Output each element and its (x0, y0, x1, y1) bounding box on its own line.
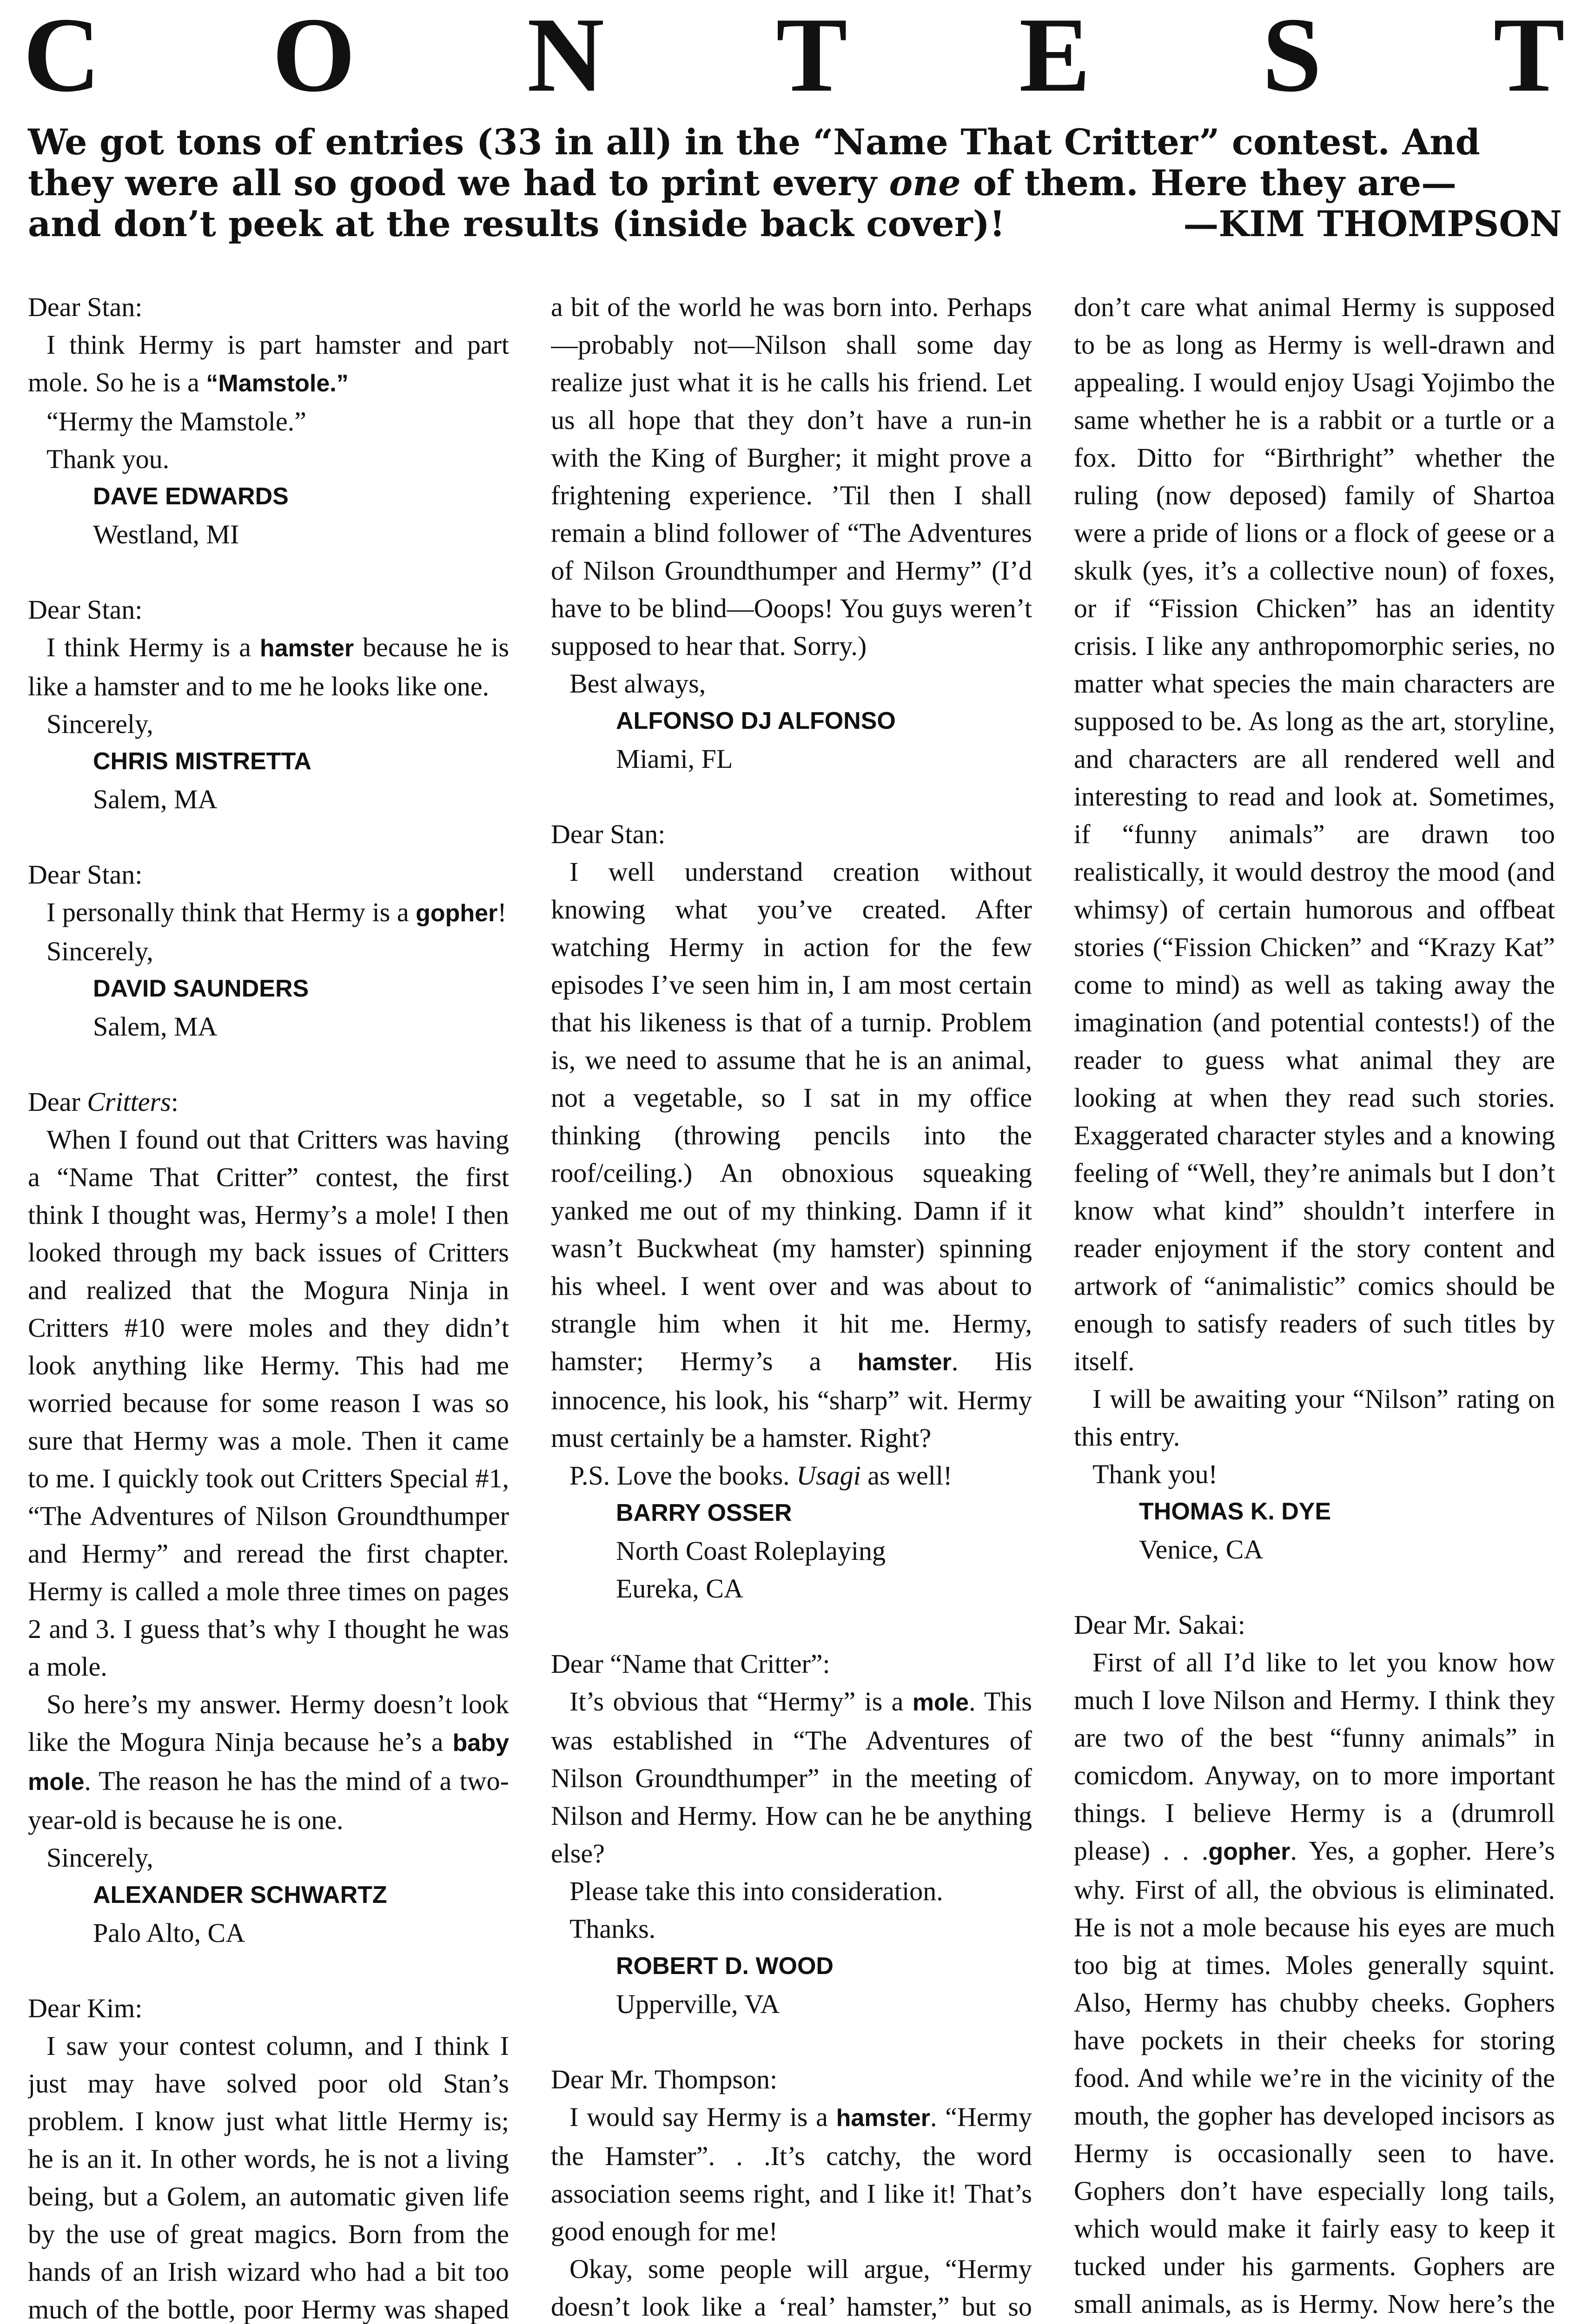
intro-line: they were all so good we had to print every one of them. Here they are— (28, 162, 1457, 204)
title-letter: N (527, 0, 604, 114)
byline: —KIM THOMPSON (1183, 203, 1562, 244)
title-letter: S (1262, 0, 1322, 114)
signature: THOMAS K. DYE (1139, 1498, 1331, 1525)
title-letter: O (272, 0, 356, 114)
signature: DAVE EDWARDS (93, 483, 289, 510)
intro-paragraph (28, 122, 1562, 244)
letter: Dear Kim: I saw your contest column, and I think I just may have solved poor old Stan’s problem. I know just what little Hermy is; he is an it. In other words, he is not a living being, but a Golem, an automatic given life by the use of great magics. Born from the hands of an Irish wizard who had a bit too much of the bottle, poor Hermy was shaped (28, 1993, 509, 2324)
title-letter: C (23, 0, 101, 114)
title-letter: T (776, 0, 847, 114)
letter: Dear “Name that Critter”: It’s obvious that “Hermy” is a mole. This was established in “The Adventures of Nilson Groundthumper” in the meeting of Nilson and Hermy. How can he be anything else? Please take this into consideration. Thanks. ROBERT D. WOOD Upperville, VA (551, 1649, 1032, 2019)
column-1 (28, 288, 509, 2324)
letter: Dear Stan: I think Hermy is part hamster and part mole. So he is a “Mamstole.” “Hermy the Mamstole.” Thank you. DAVE EDWARDS Westland, MI (28, 292, 509, 549)
letter-continued: a bit of the world he was born into. Perhaps—probably not—Nilson shall some day realize just what it is he calls his friend. Let us all hope that they don’t have a run-in with the King of Burgher; it might prove a frightening experience. ’Til then I shall remain a blind follower of “The Adventures of Nilson Groundthumper and Hermy” (I’d have to be blind—Ooops! You guys weren’t supposed to hear that. Sorry.) Best always, ALFONSO DJ ALFONSO Miami, FL (551, 292, 1032, 774)
signature: CHRIS MISTRETTA (93, 748, 311, 775)
letter-continued: don’t care what animal Hermy is supposed to be as long as Hermy is well-drawn and appealing. I would enjoy Usagi Yojimbo the same whether he is a rabbit or a turtle or a fox. Ditto for “Birthright” whether the ruling (now deposed) family of Shartoa were a pride of lions or a flock of geese or a skulk (yes, it’s a collective noun) of foxes, or if “Fission Chicken” has an identity crisis. I like any anthropomorphic series, no matter what species the main characters are supposed to be. As long as the art, storyline, and characters are all rendered well and interesting to read and look at. Sometimes, if “funny animals” are drawn too realistically, it would destroy the mood (and whimsy) of certain humorous and offbeat stories (“Fission Chicken” and “Krazy Kat” come to mind) as well as taking away the imagination (and potential contests!) of the reader to guess what animal they are looking at when they read such stories. Exaggerated character styles and a knowing feeling of “Well, they’re animals but I don’t know what kind” shouldn’t interfere in reader enjoyment if the story content and artwork of “animalistic” comics should be enough to satisfy readers of such titles by itself. I will be awaiting your “Nilson” rating on this entry. Thank you! THOMAS K. DYE Venice, CA (1074, 292, 1555, 1565)
signature: ALFONSO DJ ALFONSO (616, 707, 896, 734)
title-letter: E (1019, 0, 1091, 114)
letter: Dear Critters: When I found out that Critters was having a “Name That Critter” contest, the first think I thought was, Hermy’s a mole! I then looked through my back issues of Critters and realized that the Mogura Ninja in Critters #10 were moles and they didn’t look anything like Hermy. This had me worried because for some reason I was so sure that Hermy was a mole. Then it came to me. I quickly took out Critters Special #1, “The Adventures of Nilson Groundthumper and Hermy” and reread the first chapter. Hermy is called a mole three times on pages 2 and 3. I guess that’s why I thought he was a mole. So here’s my answer. Hermy doesn’t look like the Mogura Ninja because he’s a baby mole. The reason he has the mind of a two-year-old is because he is one. Sincerely, ALEXANDER SCHWARTZ Palo Alto, CA (28, 1087, 509, 1948)
signature: ROBERT D. WOOD (616, 1953, 834, 1980)
letter: Dear Stan: I think Hermy is a hamster because he is like a hamster and to me he looks like one. Sincerely, CHRIS MISTRETTA Salem, MA (28, 594, 509, 814)
letter: Dear Stan: I well understand creation without knowing what you’ve created. After watching Hermy in action for the few episodes I’ve seen him in, I am most certain that his likeness is that of a turnip. Problem is, we need to assume that he is an animal, not a vegetable, so I sat in my office thinking (throwing pencils into the roof/ceiling.) An obnoxious squeaking yanked me out of my thinking. Damn if it wasn’t Buckwheat (my hamster) spinning his wheel. I went over and was about to strangle him when it hit me. Hermy, hamster; Hermy’s a hamster. His innocence, his look, his “sharp” wit. Hermy must certainly be a hamster. Right? P.S. Love the books. Usagi as well! BARRY OSSER North Coast Roleplaying Eureka, CA (551, 819, 1032, 1604)
intro-line: and don’t peek at the results (inside back cover)! —KIM THOMPSON (28, 203, 1562, 244)
signature: BARRY OSSER (616, 1499, 792, 1526)
column-3 (1074, 288, 1555, 2324)
letter: Dear Mr. Sakai: First of all I’d like to let you know how much I love Nilson and Hermy. I think they are two of the best “funny animals” in comicdom. Anyway, on to more important things. I believe Hermy is a (drumroll please) . . .gopher. Yes, a gopher. Here’s why. First of all, the obvious is eliminated. He is not a mole because his eyes are much too big at times. Moles generally squint. Also, Hermy has chubby cheeks. Gophers have pockets in their cheeks for storing food. And while we’re in the vicinity of the mouth, the gopher has developed incisors as Hermy is occasionally seen to have. Gophers don’t have especially long tails, which would make it fairly easy to keep it tucked under his garments. Gophers are small animals, as is Hermy. Now here’s the (1074, 1610, 1555, 2319)
letter: Dear Stan: I personally think that Hermy is a gopher! Sincerely, DAVID SAUNDERS Salem, MA (28, 856, 509, 1045)
signature: ALEXANDER SCHWARTZ (93, 1882, 387, 1908)
letters-columns (28, 288, 1562, 2324)
intro-line: We got tons of entries (33 in all) in the “Name That Critter” contest. And (28, 121, 1480, 163)
signature: DAVID SAUNDERS (93, 975, 309, 1002)
title-letter: T (1493, 0, 1565, 114)
letter: Dear Mr. Thompson: I would say Hermy is a hamster. “Hermy the Hamster”. . .It’s catchy, the word association seems right, and I like it! That’s good enough for me! Okay, some people will argue, “Hermy doesn’t look like a ‘real’ hamster,” but so (551, 2064, 1032, 2322)
page-title (23, 0, 1565, 114)
column-2 (551, 288, 1032, 2324)
